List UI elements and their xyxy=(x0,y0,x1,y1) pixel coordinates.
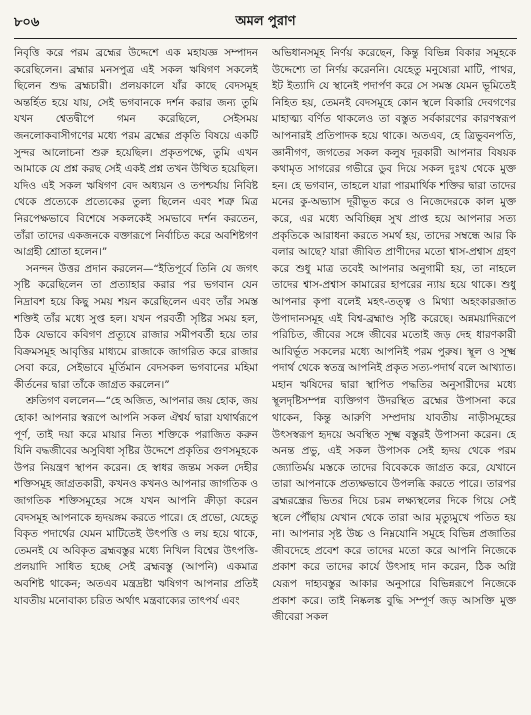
header-rule xyxy=(14,38,517,39)
paragraph: নিবৃত্তি করে পরম ব্রহ্মের উদ্দেশে এক মহাযজ্ঞ সম্পাদন করেছিলেন। ব্রহ্মার মনসপুত্র এই সকল ঋষিগণ সকলেই ছিলেন শুদ্ধ ব্রহ্মচারী। প্রলয়কালে যাঁর কাছে বেদসমূহ অন্তর্হিত হয়ে যায়, সেই ভগবানকে দর্শন করার জন্য তুমি যখন শ্বেতদ্বীপে গমন করেছিলে, সেইসময় জনলোকবাসীগণের মধ্যে পরম ব্রহ্মের প্রকৃতি বিষয়ে একটি সুন্দর আলোচনা শুরু হয়েছিল। প্রকৃতপক্ষে, তুমি এখন আমাকে যে প্রশ্ন করছ সেই একই প্রশ্ন তখন উত্থিত হয়েছিল। যদিও এই সকল ঋষিগণ বেদ অধ্যয়ন ও তপশ্চর্যায় নিবিষ্ট থেকে প্রত্যেকে প্রত্যেকের তুল্য ছিলেন এবং শত্রু মিত্র নিরপেক্ষভাবে বিশেষে সকলকেই সমভাবে দর্শন করতেন, তাঁরা তাদের একজনকে বক্তারূপে নির্বাচিত করে অবশিষ্টগণ আগ্রহী শ্রোতা হলেন।” xyxy=(14,47,258,259)
text-columns xyxy=(14,45,517,705)
right-column xyxy=(272,45,516,705)
page-number: ৮০৬ xyxy=(14,15,40,30)
paragraph: অভিধানসমূহ নির্ণয় করেছেন, কিন্তু বিভিন্ন বিকার সমূহকে উদ্দেশ্যে তা নির্ণয় করেননি। যেহেতু মনুষ্যেরা মাটি, পাথর, ইট ইত্যাদি যে স্থানেই পদার্পণ করে সে সমস্ত যেমন ভূমিতেই নিহিত হয়, তেমনই বেদসমূহে কোন স্থলে বিকারি দেবগণের মাহাত্ম্য বর্ণিত থাকলেও তা বস্তুত সর্বকারণের কারণস্বরূপ আপনারই প্রতিপাদক হয়ে থাকে। অতএব, হে ত্রিভুবনপতি, জ্ঞানীগণ, জগতের সকল কলুষ দূরকারী আপনার বিষয়ক কথামৃত সাগরের গভীরে ডুব দিয়ে সকল দুঃখ থেকে মুক্ত হন। হে ভগবান, তাহলে যারা পারমার্থিক শক্তির দ্বারা তাদের মনের কু-অভ্যাস দূরীভূত করে ও নিজেদেরকে কাল মুক্ত করে, এর মধ্যে অবিচ্ছিন্ন সুখ প্রাপ্ত হয়ে আপনার সত্য প্রকৃতিকে আরাধনা করতে সমর্থ হয়, তাদের সম্বন্ধে আর কি বলার আছে? যারা জীবিত প্রাণীদের মতো শ্বাস-প্রশ্বাস গ্রহণ করে শুধু মাত্র তবেই আপনার অনুগামী হয়, তা নাহলে তাদের শ্বাস-প্রশ্বাস কামারের হাপরের ন্যায় হয়ে থাকে। শুধু আপনার কৃপা বলেই মহৎ-তত্ত্ব ও মিথ্যা অহংকারজাত উপাদানসমূহ এই বিশ্ব-ব্রহ্মাণ্ড সৃষ্টি করেছে। অন্নময়াদিরূপে পরিচিত, জীবের সঙ্গে জীবের মতোই জড় দেহ ধারণকারী আবির্ভূত সকলের মধ্যে আপনিই পরম পুরুষ। স্থূল ও সূক্ষ্ম পদার্থ থেকে স্বতন্ত্র আপনিই প্রকৃত সত্য-পদার্থ বলে আখ্যাত। মহান ঋষিদের দ্বারা স্থাপিত পদ্ধতির অনুসারীদের মধ্যে স্থূলদৃষ্টিসম্পন্ন ব্যক্তিগণ উদরস্থিত ব্রহ্মের উপাসনা করে থাকেন, কিন্তু আরুণি সম্প্রদায় যাবতীয় নাড়ীসমূহের উৎসস্বরূপ হৃদয়ে অবস্থিত সূক্ষ্ম বস্তুরই উপাসনা করেন। হে অনন্ত প্রভু, এই সকল উপাসক সেই হৃদয় থেকে পরম জ্যোতির্ময় মস্তকে তাদের বিবেককে জাগ্রত করে, যেখানে তারা আপনাকে প্রত্যক্ষভাবে উপলব্ধি করতে পারে। তারপর ব্রহ্মরন্ধ্রের ভিতর দিয়ে চরম লক্ষ্যস্থলের দিকে গিয়ে সেই স্থলে পৌঁছায় যেখান থেকে তারা আর মৃত্যুমুখে পতিত হয় না। আপনার সৃষ্ট উচ্চ ও নিম্নযোনি সমূহে বিভিন্ন প্রজাতির জীবদেহে প্রবেশ করে তাদের মতো করে আপনি নিজেকে প্রকাশ করে তাদের কার্যে উৎসাহ দান করেন, ঠিক অগ্নি যেরূপ দাহ্যবস্তুর আকার অনুসারে বিভিন্নরূপে নিজেকে প্রকাশ করে। তাই নিষ্কলঙ্ক বুদ্ধি সম্পূর্ণ জড় আসক্তি মুক্ত জীবেরা সকল xyxy=(272,47,516,624)
left-column xyxy=(14,45,258,705)
paragraph: শ্রুতিগণ বললেন—“হে অজিত, আপনার জয় হোক, জয় হোক! আপনার স্বরূপে আপনি সকল ঐশ্বর্য দ্বারা যথার্থরূপে পূর্ণ, তাই দয়া করে মায়ার নিত্য শক্তিকে পরাজিত করুন যিনি বদ্ধজীবের অসুবিধা সৃষ্টির উদ্দেশে প্রকৃতির গুণসমূহকে উপর নিয়ন্ত্রণ স্থাপন করেন। হে স্বাধর জন্তম সকল দেহীর শক্তিসমূহ জাগ্রতকারী, কখনও কখনও আপনার জাগতিক ও জাগতিক শক্তিসমূহের সঙ্গে যখন আপনি ক্রীড়া করেন বেদসমূহ আপনাকে হৃদয়ঙ্গম করতে পারে। হে প্রভো, যেহেতু বিকৃত পদার্থের যেমন মাটিতেই উৎপত্তি ও লয় হয়ে থাকে, তেমনই যে অবিকৃত ব্রহ্মবস্তুর মধ্যে নিখিল বিশ্বের উৎপত্তি-প্রলয়াদি সাধিত হচ্ছে সেই ব্রহ্মবস্তু (আপনি) একমাত্র অবশিষ্ট থাকেন; অতএব মন্ত্রদ্রষ্টা ঋষিগণ আপনার প্রতিই যাবতীয় মনোবাক্য চরিত অর্থাৎ মন্ত্রবাক্যের তাৎপর্য এবং xyxy=(14,395,258,607)
paragraph: সনন্দন উত্তর প্রদান করলেন—“ইতিপূর্বে তিনি যে জগৎ সৃষ্টি করেছিলেন তা প্রত্যাহার করার পর ভগবান যেন নিদ্রাবশ হয়ে কিছু সময় শয়ন করেছিলেন এবং তাঁর সমস্ত শক্তিই তাঁর মধ্যে সুপ্ত হল। যখন পরবর্তী সৃষ্টির সময় হল, ঠিক যেভাবে কবিগণ প্রত্যূষে রাজার সমীপবর্তী হয়ে তার বিক্রমসমূহ আবৃত্তির মাধ্যমে রাজাকে জাগরিত করে রাজার সেবা করে, সেইভাবে মূর্তিমান বেদসকল ভগবানের মহিমা কীর্তনের দ্বারা তাঁকে জাগ্রত করলেন।” xyxy=(14,262,258,391)
running-title: অমল পুরাণ xyxy=(235,14,296,29)
